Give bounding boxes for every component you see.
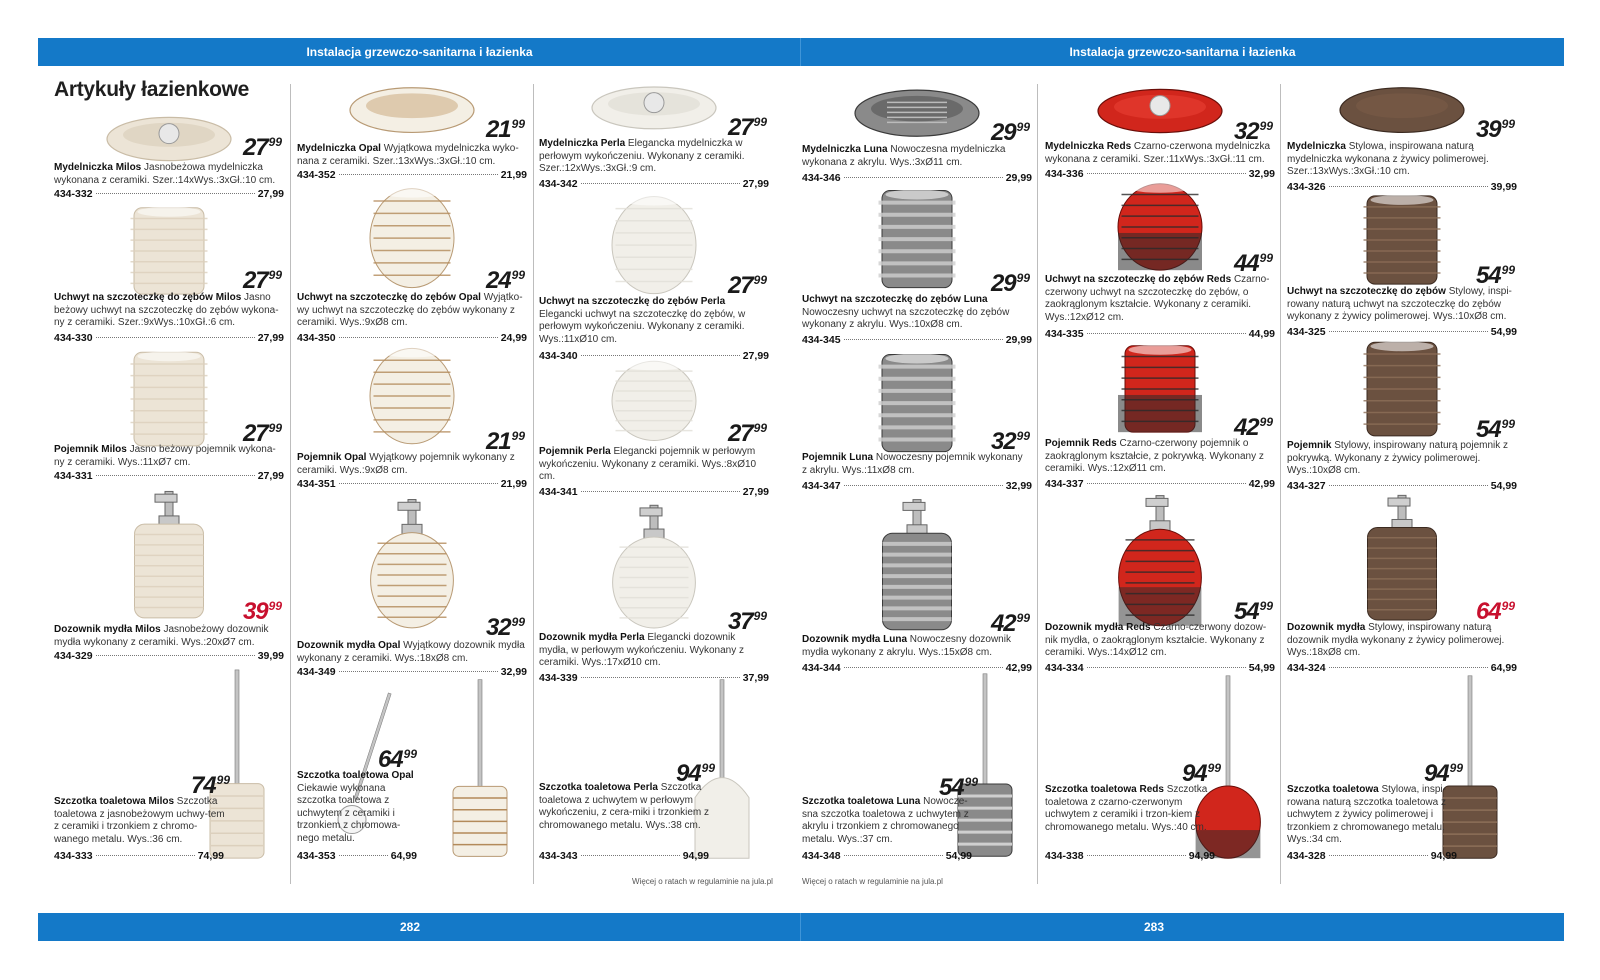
product-details: Szczotka toaletowa z czarno-czerwonym uchwytem z ceramiki i trzon-kiem z chromowanego metalu. Wys.:40 cm. bbox=[1045, 784, 1208, 833]
product-description bbox=[802, 294, 1030, 332]
column-divider bbox=[290, 84, 291, 884]
product-details: Wyjątkowy dozownik mydła wykonany z ceramiki. Wys.:18xØ8 cm. bbox=[297, 640, 525, 664]
product-price-line: 39,99 bbox=[1490, 181, 1517, 193]
column-divider bbox=[1280, 84, 1281, 884]
product-column bbox=[54, 66, 284, 900]
product-name: Uchwyt na szczoteczkę do zębów Perla bbox=[539, 296, 726, 307]
product-code: 434-333 bbox=[54, 850, 93, 862]
product-description bbox=[1287, 286, 1515, 324]
product-price-line: 37,99 bbox=[742, 672, 769, 684]
product-price-line: 42,99 bbox=[1005, 662, 1032, 674]
product-description bbox=[1045, 274, 1273, 324]
dot-leader bbox=[844, 177, 1003, 178]
footer-divider bbox=[800, 913, 801, 941]
price-whole: 74 bbox=[190, 772, 216, 799]
product-price-line: 27,99 bbox=[257, 332, 284, 344]
price-cents: 99 bbox=[216, 773, 230, 787]
product-price-line: 32,99 bbox=[1248, 168, 1275, 180]
price-whole: 27 bbox=[242, 420, 268, 447]
dot-leader bbox=[96, 855, 195, 856]
price-cents: 99 bbox=[701, 761, 715, 775]
product-details: Wyjątkowy pojemnik wykonany z ceramiki. Wys.:9xØ8 cm. bbox=[297, 452, 515, 476]
column-divider bbox=[1037, 84, 1038, 884]
product-description bbox=[54, 162, 282, 187]
price-tag bbox=[243, 600, 282, 627]
product-code: 434-329 bbox=[54, 650, 93, 662]
price-whole: 24 bbox=[485, 267, 511, 294]
product-price-line: 29,99 bbox=[1005, 172, 1032, 184]
product-description bbox=[297, 452, 525, 477]
product-name: Uchwyt na szczoteczkę do zębów Milos bbox=[54, 292, 242, 303]
product-name: Uchwyt na szczoteczkę do zębów Luna bbox=[802, 294, 988, 305]
price-cents: 99 bbox=[1501, 263, 1515, 277]
price-cents: 99 bbox=[753, 609, 767, 623]
product-price-line: 94,99 bbox=[682, 850, 709, 862]
price-whole: 64 bbox=[377, 746, 403, 773]
product-details: Stylowy, inspirowany naturą dozownik mydła wykonany z żywicy polimerowej. Wys.:18xØ8 cm. bbox=[1287, 622, 1505, 658]
price-tag bbox=[243, 136, 282, 163]
price-whole: 54 bbox=[1475, 262, 1501, 289]
product-description bbox=[1045, 784, 1220, 834]
product-price-line: 54,99 bbox=[1248, 662, 1275, 674]
price-cents: 99 bbox=[753, 115, 767, 129]
price-whole: 44 bbox=[1233, 250, 1259, 277]
product-price-line: 94,99 bbox=[1188, 850, 1215, 862]
product-price-line: 64,99 bbox=[390, 850, 417, 862]
dot-leader bbox=[1329, 667, 1488, 668]
footer-band bbox=[38, 913, 1564, 941]
dot-leader bbox=[1329, 331, 1488, 332]
product-price-line: 74,99 bbox=[197, 850, 224, 862]
dot-leader bbox=[844, 485, 1003, 486]
price-cents: 99 bbox=[268, 135, 282, 149]
dot-leader bbox=[339, 174, 498, 175]
product-name: Mydelniczka bbox=[1287, 141, 1346, 152]
product-details: Stylowa, inspi-rowana naturą szczotka toaletowa z uchwytem z żywicy polimerowej i trzonkiem z chromowanego metalu. Wys.:34 cm. bbox=[1287, 784, 1446, 845]
price-cents: 99 bbox=[964, 775, 978, 789]
dot-leader bbox=[581, 855, 680, 856]
price-cents: 99 bbox=[511, 429, 525, 443]
product-code: 434-338 bbox=[1045, 850, 1084, 862]
price-whole: 54 bbox=[938, 774, 964, 801]
price-cents: 99 bbox=[511, 117, 525, 131]
price-cents: 99 bbox=[1259, 599, 1273, 613]
product-name: Dozownik mydła Milos bbox=[54, 624, 161, 635]
product-code: 434-330 bbox=[54, 332, 93, 344]
dot-leader bbox=[844, 855, 943, 856]
page-number-right: 283 bbox=[1143, 920, 1165, 934]
product-description bbox=[54, 624, 282, 649]
product-code: 434-340 bbox=[539, 350, 578, 362]
product-name: Mydelniczka Reds bbox=[1045, 141, 1132, 152]
product-price-line: 42,99 bbox=[1248, 478, 1275, 490]
product-details: Czarno-czerwona mydelniczka wykonana z ceramiki. Szer.:11xWys.:3xGł.:11 cm. bbox=[1045, 141, 1271, 165]
product-code-line bbox=[539, 850, 709, 862]
product-code: 434-345 bbox=[802, 334, 841, 346]
price-cents: 99 bbox=[1501, 117, 1515, 131]
product-description bbox=[54, 796, 229, 846]
product-name: Pojemnik Luna bbox=[802, 452, 874, 463]
dot-leader bbox=[844, 339, 1003, 340]
product-code: 434-347 bbox=[802, 480, 841, 492]
price-cents: 99 bbox=[1016, 120, 1030, 134]
product-name: Mydelniczka Opal bbox=[297, 143, 381, 154]
soap-dispenser-image bbox=[297, 494, 527, 632]
product-code-line bbox=[802, 172, 1032, 184]
dot-leader bbox=[96, 475, 255, 476]
product-details: Czarno-czerwony dozow-nik mydła, o zaokrąglonym kształcie. Wykonany z ceramiki. Wys.:14xØ12 cm. bbox=[1045, 622, 1267, 658]
price-whole: 39 bbox=[242, 598, 268, 625]
product-description bbox=[539, 446, 767, 484]
price-whole: 94 bbox=[675, 760, 701, 787]
product-code-line bbox=[297, 169, 527, 181]
product-description bbox=[1287, 141, 1515, 179]
product-price-line: 32,99 bbox=[500, 666, 527, 678]
dot-leader bbox=[1087, 173, 1246, 174]
product-code-line bbox=[802, 334, 1032, 346]
product-code: 434-348 bbox=[802, 850, 841, 862]
price-cents: 99 bbox=[1016, 271, 1030, 285]
product-price-line: 54,99 bbox=[1490, 326, 1517, 338]
price-whole: 27 bbox=[242, 267, 268, 294]
product-details: Jasno beżowy pojemnik wykona-ny z ceramiki. Wys.:11xØ7 cm. bbox=[54, 444, 276, 468]
dot-leader bbox=[339, 855, 388, 856]
dot-leader bbox=[96, 193, 255, 194]
dot-leader bbox=[1087, 483, 1246, 484]
product-price-line: 44,99 bbox=[1248, 328, 1275, 340]
product-details: Jasnobeżowy dozownik mydła wykonany z ceramiki. Wys.:20xØ7 cm. bbox=[54, 624, 269, 648]
price-whole: 32 bbox=[990, 428, 1016, 455]
product-column bbox=[802, 66, 1032, 900]
header-band bbox=[38, 38, 1564, 66]
price-whole: 32 bbox=[1233, 118, 1259, 145]
price-cents: 99 bbox=[1259, 415, 1273, 429]
product-code: 434-337 bbox=[1045, 478, 1084, 490]
product-description bbox=[297, 640, 525, 665]
product-description bbox=[1287, 440, 1515, 478]
product-code: 434-328 bbox=[1287, 850, 1326, 862]
product-details: Stylowa, inspirowana naturą mydelniczka wykonana z żywicy polimerowej. Szer.:13xWys.:3xGł.:10 cm. bbox=[1287, 141, 1489, 177]
product-code-line bbox=[1045, 850, 1215, 862]
price-whole: 29 bbox=[990, 270, 1016, 297]
product-price-line: 27,99 bbox=[257, 188, 284, 200]
product-code: 434-344 bbox=[802, 662, 841, 674]
product-details: Elegancki dozownik mydła, w perłowym wykończeniu. Wykonany z ceramiki. Wys.:17xØ10 cm. bbox=[539, 632, 744, 668]
product-price-line: 32,99 bbox=[1005, 480, 1032, 492]
product-code: 434-346 bbox=[802, 172, 841, 184]
dot-leader bbox=[339, 483, 498, 484]
toilet-brush-image bbox=[539, 676, 769, 862]
price-cents: 99 bbox=[268, 268, 282, 282]
product-name: Pojemnik Milos bbox=[54, 444, 127, 455]
product-price-line: 54,99 bbox=[945, 850, 972, 862]
product-name: Dozownik mydła Reds bbox=[1045, 622, 1151, 633]
product-name: Dozownik mydła Luna bbox=[802, 634, 908, 645]
product-name: Pojemnik Perla bbox=[539, 446, 611, 457]
product-name: Mydelniczka Milos bbox=[54, 162, 142, 173]
product-description bbox=[54, 292, 282, 330]
product-details: Nowoczesny dozownik mydła wykonany z akrylu. Wys.:15xØ8 cm. bbox=[802, 634, 1011, 658]
product-name: Szczotka toaletowa Milos bbox=[54, 796, 175, 807]
product-description bbox=[1045, 438, 1273, 476]
product-price-line: 21,99 bbox=[500, 478, 527, 490]
product-details: Szczotka toaletowa z jasnobeżowym uchwy-tem z ceramiki i trzonkiem z chromo-wanego metalu. Wys.:36 cm. bbox=[54, 796, 225, 845]
product-code: 434-334 bbox=[1045, 662, 1084, 674]
product-details: Szczotka toaletowa z uchwytem w perłowym wykończeniu, z cera-miki i trzonkiem z chromowanego metalu. Wys.:38 cm. bbox=[539, 782, 710, 831]
installment-note-left: Więcej o ratach w regulaminie na jula.pl bbox=[632, 877, 773, 886]
product-name: Szczotka toaletowa bbox=[1287, 784, 1379, 795]
product-name: Mydelniczka Perla bbox=[539, 138, 626, 149]
price-whole: 42 bbox=[1233, 414, 1259, 441]
product-price-line: 27,99 bbox=[257, 470, 284, 482]
product-price-line: 27,99 bbox=[742, 350, 769, 362]
price-whole: 42 bbox=[990, 610, 1016, 637]
product-name: Uchwyt na szczoteczkę do zębów bbox=[1287, 286, 1446, 297]
product-price-line: 94,99 bbox=[1430, 850, 1457, 862]
product-description bbox=[802, 634, 1030, 659]
product-code: 434-352 bbox=[297, 169, 336, 181]
product-name: Pojemnik Opal bbox=[297, 452, 367, 463]
product-name: Pojemnik Reds bbox=[1045, 438, 1117, 449]
price-cents: 99 bbox=[1449, 761, 1463, 775]
dot-leader bbox=[1087, 855, 1186, 856]
price-tag bbox=[486, 118, 525, 145]
price-whole: 37 bbox=[727, 608, 753, 635]
price-cents: 99 bbox=[1207, 761, 1221, 775]
product-name: Uchwyt na szczoteczkę do zębów Opal bbox=[297, 292, 481, 303]
price-cents: 99 bbox=[511, 268, 525, 282]
price-cents: 99 bbox=[403, 747, 417, 761]
price-cents: 99 bbox=[753, 273, 767, 287]
product-price-line: 24,99 bbox=[500, 332, 527, 344]
product-name: Szczotka toaletowa Perla bbox=[539, 782, 658, 793]
page-title: Artykuły łazienkowe bbox=[54, 78, 250, 101]
product-description bbox=[1287, 622, 1515, 660]
product-column bbox=[297, 66, 527, 900]
product-name: Dozownik mydła Opal bbox=[297, 640, 401, 651]
product-name: Szczotka toaletowa Luna bbox=[802, 796, 921, 807]
dot-leader bbox=[339, 337, 498, 338]
price-tag bbox=[486, 616, 525, 643]
product-name: Pojemnik bbox=[1287, 440, 1332, 451]
dot-leader bbox=[844, 667, 1003, 668]
product-code: 434-325 bbox=[1287, 326, 1326, 338]
product-description bbox=[802, 452, 1030, 477]
product-details: Elegancka mydelniczka w perłowym wykończeniu. Wykonany z ceramiki. Szer.:12xWys.:3xGł.:9 cm. bbox=[539, 138, 745, 174]
product-code-line bbox=[1287, 850, 1457, 862]
price-cents: 99 bbox=[1016, 611, 1030, 625]
price-whole: 21 bbox=[485, 116, 511, 143]
product-code-line bbox=[1045, 328, 1275, 340]
product-description bbox=[297, 143, 525, 168]
product-code-line bbox=[297, 850, 417, 862]
product-code: 434-353 bbox=[297, 850, 336, 862]
dot-leader bbox=[1329, 485, 1488, 486]
product-name: Dozownik mydła bbox=[1287, 622, 1366, 633]
product-description bbox=[802, 796, 977, 846]
product-code: 434-332 bbox=[54, 188, 93, 200]
price-whole: 39 bbox=[1475, 116, 1501, 143]
price-whole: 32 bbox=[485, 614, 511, 641]
product-details: Wyjątkowa mydelniczka wyko-nana z ceramiki. Szer.:13xWys.:3xGł.:10 cm. bbox=[297, 143, 519, 167]
product-name: Mydelniczka Luna bbox=[802, 144, 888, 155]
product-description bbox=[539, 782, 714, 832]
product-code: 434-343 bbox=[539, 850, 578, 862]
product-code-line bbox=[1045, 478, 1275, 490]
product-description bbox=[297, 292, 525, 330]
price-whole: 94 bbox=[1181, 760, 1207, 787]
product-price-line: 54,99 bbox=[1490, 480, 1517, 492]
product-code: 434-350 bbox=[297, 332, 336, 344]
installment-note-right: Więcej o ratach w regulaminie na jula.pl bbox=[802, 877, 943, 886]
header-title-right: Instalacja grzewczo-sanitarna i łazienka bbox=[1069, 45, 1296, 59]
price-cents: 99 bbox=[268, 599, 282, 613]
product-price-line: 27,99 bbox=[742, 178, 769, 190]
product-name: Dozownik mydła Perla bbox=[539, 632, 645, 643]
price-whole: 27 bbox=[242, 134, 268, 161]
product-code-line bbox=[802, 850, 972, 862]
product-description bbox=[1045, 622, 1273, 660]
product-name: Uchwyt na szczoteczkę do zębów Reds bbox=[1045, 274, 1232, 285]
product-code: 434-327 bbox=[1287, 480, 1326, 492]
product-code: 434-324 bbox=[1287, 662, 1326, 674]
product-code: 434-326 bbox=[1287, 181, 1326, 193]
product-description bbox=[1287, 784, 1462, 847]
price-cents: 99 bbox=[1501, 417, 1515, 431]
product-details: Nowoczesny pojemnik wykonany z akrylu. Wys.:11xØ8 cm. bbox=[802, 452, 1023, 476]
price-cents: 99 bbox=[511, 615, 525, 629]
product-code-line bbox=[539, 486, 769, 498]
product-details: Czarno-czerwony pojemnik o zaokrąglonym kształcie, z pokrywką. Wykonany z ceramiki. Wys.:12xØ11 cm. bbox=[1045, 438, 1264, 474]
price-whole: 64 bbox=[1475, 598, 1501, 625]
product-details: Wyjątko-wy uchwyt na szczoteczkę do zębów wykonany z ceramiki. Wys.:9xØ8 cm. bbox=[297, 292, 523, 328]
product-code: 434-335 bbox=[1045, 328, 1084, 340]
product-description bbox=[297, 770, 417, 845]
product-price-line: 27,99 bbox=[742, 486, 769, 498]
product-code-line bbox=[539, 178, 769, 190]
dot-leader bbox=[581, 491, 740, 492]
dot-leader bbox=[1087, 333, 1246, 334]
product-details: Elegancki pojemnik w perłowym wykończeniu. Wykonany z ceramiki. Wys.:8xØ10 cm. bbox=[539, 446, 757, 482]
product-details: Ciekawie wykonana szczotka toaletowa z uchwytem z ceramiki i trzonkiem z chromowa-nego metalu. bbox=[297, 782, 401, 844]
product-details: Elegancki uchwyt na szczoteczkę do zębów, w perłowym wykończeniu. Wykonany z ceramiki. Wys.:11xØ10 cm. bbox=[539, 308, 746, 345]
product-details: Nowocze-sna szczotka toaletowa z uchwytem z akrylu i trzonkiem z chromowanego metalu. Wys.:37 cm. bbox=[802, 796, 969, 845]
product-details: Nowoczesny uchwyt na szczoteczkę do zębów wykonany z akrylu. Wys.:10xØ8 cm. bbox=[802, 306, 1010, 330]
product-price-line: 39,99 bbox=[257, 650, 284, 662]
dot-leader bbox=[339, 671, 498, 672]
product-code: 434-342 bbox=[539, 178, 578, 190]
price-whole: 29 bbox=[990, 119, 1016, 146]
product-price-line: 21,99 bbox=[500, 169, 527, 181]
price-whole: 54 bbox=[1233, 598, 1259, 625]
price-cents: 99 bbox=[1016, 429, 1030, 443]
dot-leader bbox=[1087, 667, 1246, 668]
product-details: Nowoczesna mydelniczka wykonana z akrylu. Wys.:3xØ11 cm. bbox=[802, 144, 1006, 168]
product-description bbox=[1045, 141, 1273, 166]
dot-leader bbox=[1329, 855, 1428, 856]
product-details: Jasnobeżowa mydelniczka wykonana z ceramiki. Szer.:14xWys.:3xGł.:10 cm. bbox=[54, 162, 276, 186]
product-price-line: 64,99 bbox=[1490, 662, 1517, 674]
product-code-line bbox=[297, 478, 527, 490]
dot-leader bbox=[1329, 186, 1488, 187]
price-whole: 27 bbox=[727, 114, 753, 141]
price-whole: 94 bbox=[1423, 760, 1449, 787]
product-price-line: 29,99 bbox=[1005, 334, 1032, 346]
price-whole: 27 bbox=[727, 272, 753, 299]
product-name: Szczotka toaletowa Reds bbox=[1045, 784, 1164, 795]
price-whole: 21 bbox=[485, 428, 511, 455]
product-code-line bbox=[54, 188, 284, 200]
price-cents: 99 bbox=[268, 421, 282, 435]
dot-leader bbox=[96, 337, 255, 338]
product-column bbox=[1287, 66, 1517, 900]
price-tag bbox=[728, 422, 767, 449]
product-code-line bbox=[54, 650, 284, 662]
price-cents: 99 bbox=[1259, 119, 1273, 133]
product-description bbox=[539, 138, 767, 176]
product-column bbox=[539, 66, 769, 900]
product-details: Stylowy, inspirowany naturą pojemnik z pokrywką. Wykonany z żywicy polimerowej. Wys.:10xØ8 cm. bbox=[1287, 440, 1509, 476]
price-cents: 99 bbox=[1259, 251, 1273, 265]
product-details: Jasno beżowy uchwyt na szczoteczkę do zębów wykona-ny z ceramiki. Szer.:9xWys.:10xGł.:6 cm. bbox=[54, 292, 279, 328]
page-number-left: 282 bbox=[399, 920, 421, 934]
product-code: 434-351 bbox=[297, 478, 336, 490]
product-description bbox=[54, 444, 282, 469]
product-code: 434-336 bbox=[1045, 168, 1084, 180]
price-whole: 54 bbox=[1475, 416, 1501, 443]
column-divider bbox=[533, 84, 534, 884]
product-column bbox=[1045, 66, 1275, 900]
dot-leader bbox=[581, 183, 740, 184]
product-code-line bbox=[54, 470, 284, 482]
product-code: 434-341 bbox=[539, 486, 578, 498]
product-code-line bbox=[54, 850, 224, 862]
product-details: Stylowy, inspi-rowany naturą uchwyt na szczoteczkę do zębów wykonany z żywicy polimerowej. Wys.:10xØ8 cm. bbox=[1287, 286, 1512, 322]
product-code: 434-339 bbox=[539, 672, 578, 684]
dot-leader bbox=[96, 655, 255, 656]
product-code-line bbox=[54, 332, 284, 344]
product-code: 434-331 bbox=[54, 470, 93, 482]
product-name: Szczotka toaletowa Opal bbox=[297, 770, 414, 781]
price-whole: 27 bbox=[727, 420, 753, 447]
product-description bbox=[802, 144, 1030, 169]
product-description bbox=[539, 632, 767, 670]
header-title-left: Instalacja grzewczo-sanitarna i łazienka bbox=[306, 45, 533, 59]
product-code: 434-349 bbox=[297, 666, 336, 678]
price-cents: 99 bbox=[1501, 599, 1515, 613]
price-cents: 99 bbox=[753, 421, 767, 435]
product-description bbox=[539, 296, 767, 346]
product-code-line bbox=[802, 480, 1032, 492]
product-details: Czarno-czerwony uchwyt na szczoteczkę do zębów, o zaokrąglonym kształcie. Wykonany z ceramiki. Wys.:12xØ12 cm. bbox=[1045, 274, 1270, 323]
